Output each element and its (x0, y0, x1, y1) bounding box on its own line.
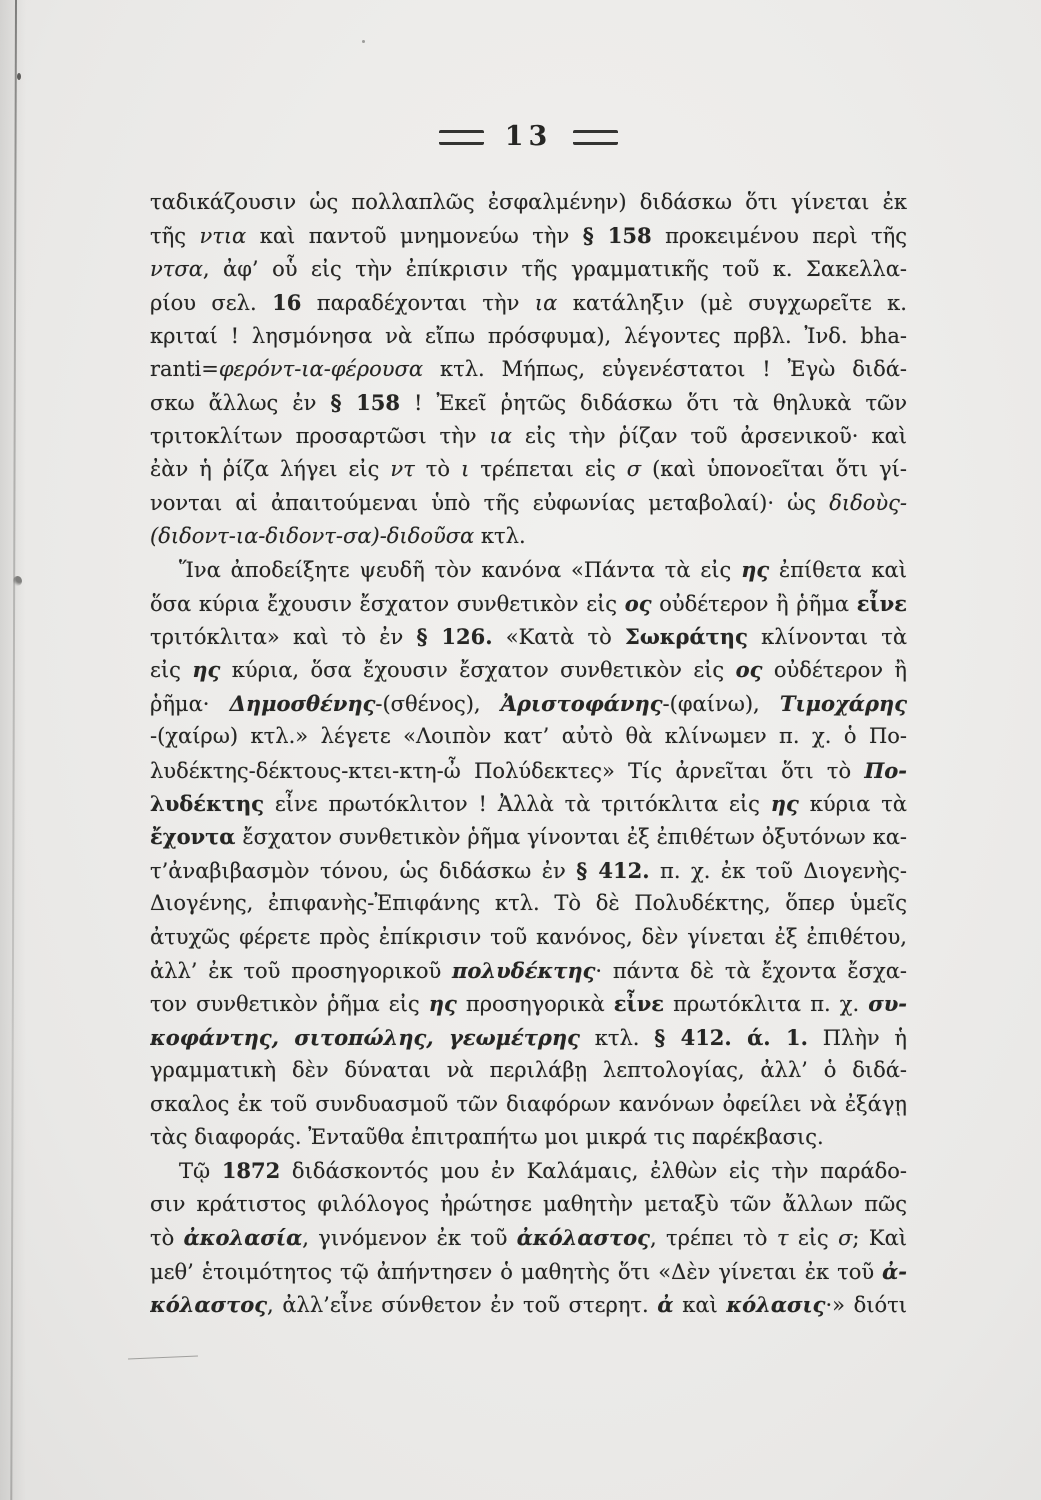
text-line (150, 219, 907, 252)
text-segment: κόλαστος (150, 1291, 268, 1317)
text-segment: εἶνε (613, 991, 665, 1017)
text-segment: π. χ. ἐκ τοῦ Διογενὴς- (649, 858, 907, 883)
text-segment: ἀ- (882, 1258, 907, 1284)
text-line (150, 787, 907, 820)
text-segment: εἶνε (856, 590, 907, 616)
text-segment: -(σθένος), (375, 691, 501, 716)
text-line (150, 286, 907, 319)
text-segment: σ (838, 1226, 853, 1251)
text-segment: ντ (390, 457, 415, 482)
paper-scratch (128, 1355, 198, 1359)
text-segment: τὸ (414, 457, 462, 482)
ink-speck (13, 576, 22, 586)
page-number: 13 (504, 121, 553, 152)
text-segment: τῆς (150, 224, 200, 249)
text-segment: σκω ἄλλως ἐν (150, 391, 331, 416)
text-line (150, 887, 907, 920)
text-line (150, 320, 907, 353)
text-segment: § 412. (576, 857, 650, 883)
text-segment: τριτόκλιτα» καὶ τὸ ἐν (150, 625, 417, 650)
text-segment: «Κατὰ τὸ (492, 625, 625, 650)
text-segment: τὸ (150, 1226, 184, 1251)
text-segment: πολυδέκτης (452, 957, 596, 983)
text-line (150, 687, 907, 720)
text-segment: ! Ἐκεῖ ῥητῶς διδάσκω ὅτι τὰ θηλυκὰ τῶν (399, 391, 907, 416)
text-segment: σκαλος ἐκ τοῦ συνδυασμοῦ τῶν διαφόρων κανόνων ὀφείλει νὰ ἐξάγῃ (150, 1091, 907, 1116)
text-segment: προκειμένου περὶ τῆς (651, 224, 907, 249)
text-line (150, 1088, 907, 1121)
text-segment: Πλὴν ἡ (807, 1025, 907, 1050)
text-segment: § 158 (582, 223, 652, 249)
text-line (150, 653, 907, 686)
text-segment: τ’ἀναβιβασμὸν τόνου, ὡς διδάσκω ἐν (150, 858, 577, 883)
text-segment: , ἀφ’ οὗ εἰς τὴν ἐπίκρισιν τῆς γραμματικῆς τοῦ κ. Σακελλα- (202, 256, 907, 281)
text-segment: κριταί ! λησμόνησα νὰ εἴπω πρόσφυμα), λέγοντες πρβλ. Ἰνδ. bha- (150, 323, 907, 348)
text-segment: Τιμοχάρης (779, 690, 907, 716)
text-segment: (διδοντ-ια-διδοντ-σα)-διδοῦσα (150, 523, 475, 548)
text-line (150, 1054, 907, 1087)
page-header (150, 121, 907, 152)
text-segment: κόλασις (726, 1291, 826, 1317)
text-segment: Τῷ (179, 1159, 222, 1184)
text-segment: ταδικάζουσιν ὡς πολλαπλῶς ἐσφαλμένην) διδάσκω ὅτι γίνεται ἐκ (150, 190, 907, 214)
text-line (150, 253, 907, 286)
text-segment: Πο- (864, 757, 907, 783)
text-segment: , ἀλλ’εἶνε σύνθετον ἐν τοῦ στερητ. (267, 1292, 658, 1317)
text-segment: κλίνονται τὰ (747, 625, 907, 650)
text-segment: ος (735, 657, 763, 683)
text-segment: ὅσα κύρια ἔχουσιν ἔσχατον συνθετικὸν εἰς (150, 591, 625, 616)
text-segment: κύρια, ὅσα ἔχουσιν ἔσχατον συνθετικὸν εἰς (220, 658, 736, 683)
double-rule-right (573, 130, 618, 145)
text-segment: -(χαίρω) κτλ.» λέγετε «Λοιπὸν κατ’ αὐτὸ θὰ κλίνωμεν π. χ. ὁ Πο- (150, 724, 907, 749)
text-segment: ·» διότι (825, 1292, 907, 1317)
text-segment: νονται αἱ ἀπαιτούμεναι ὑπὸ τῆς εὐφωνίας μεταβολαί)· ὡς (150, 490, 830, 515)
text-segment: ῥῆμα· (150, 691, 230, 716)
text-line (150, 553, 907, 586)
text-segment: ης (741, 557, 770, 583)
text-segment: τ (776, 1226, 789, 1251)
text-line (150, 754, 907, 787)
double-rule-left (439, 130, 484, 145)
text-segment: ἀλλ’ ἐκ τοῦ προσηγορικοῦ (150, 958, 453, 983)
text-segment: εἰς (150, 658, 193, 683)
text-line (150, 1288, 907, 1321)
text-segment: ranti= (150, 356, 219, 381)
text-segment: τριτοκλίτων προσαρτῶσι τὴν (150, 423, 490, 448)
text-segment: § 158 (330, 390, 400, 416)
text-segment: μεθ’ ἑτοιμότητος τῷ ἀπήντησεν ὁ μαθητὴς ὅτι «Δὲν γίνεται ἐκ τοῦ (150, 1259, 883, 1284)
text-segment: λυδέκτης-δέκτους-κτει-κτη-ὦ Πολύδεκτες» Τίς ἀρνεῖται ὅτι τὸ (150, 758, 865, 783)
paragraph (150, 1154, 907, 1321)
text-segment: ἔχοντα (150, 824, 236, 850)
text-segment: κτλ. (579, 1025, 655, 1050)
text-line (150, 720, 907, 753)
text-segment: ἐὰν ἡ ῥίζα λήγει εἰς (150, 457, 391, 482)
text-segment: παραδέχονται τὴν (301, 291, 535, 316)
text-segment: ης (428, 991, 457, 1017)
text-segment: ; Καὶ (852, 1226, 907, 1251)
text-segment: τρέπεται εἰς (469, 457, 627, 482)
text-segment: κοφάντης, σιτοπώλης, γεωμέτρης (150, 1024, 580, 1050)
text-segment: κτλ. (474, 523, 526, 548)
text-line (150, 186, 907, 219)
text-line (150, 1188, 907, 1221)
text-segment: συ- (868, 991, 907, 1017)
text-line (150, 1021, 907, 1054)
text-segment: εἶνε πρωτόκλιτον ! Ἀλλὰ τὰ τριτόκλιτα εἰς (264, 792, 771, 817)
text-segment: διδάσκοντός μου ἐν Καλάμαις, ἐλθὼν εἰς τὴν παράδο- (280, 1159, 907, 1184)
text-segment: πρωτόκλιτα π. χ. (664, 992, 869, 1017)
text-segment: κτλ. Μήπως, εὐγενέστατοι ! Ἐγὼ διδά- (423, 356, 907, 381)
text-line (150, 1154, 907, 1187)
text-segment: προσηγορικὰ (456, 992, 614, 1017)
text-segment: ἀτυχῶς φέρετε πρὸς ἐπίκρισιν τοῦ κανόνος, δὲν γίνεται ἐξ ἐπιθέτου, (150, 924, 907, 949)
text-segment: εἰς (788, 1226, 839, 1251)
text-segment: διδοὺς- (829, 490, 907, 515)
text-segment: (καὶ ὑπονοεῖται ὅτι γί- (641, 457, 907, 482)
text-segment: καὶ (673, 1292, 727, 1317)
text-line (150, 1255, 907, 1288)
text-segment: ια (534, 291, 558, 316)
text-line (150, 487, 907, 520)
text-line (150, 854, 907, 887)
text-line (150, 520, 907, 553)
ink-speck (362, 40, 365, 43)
text-line (150, 620, 907, 653)
text-line (150, 353, 907, 386)
text-segment: -(φαίνω), (662, 691, 780, 716)
text-segment: · πάντα δὲ τὰ ἔχοντα ἔσχα- (595, 958, 907, 983)
text-line (150, 1221, 907, 1254)
text-segment: Ἀριστοφάνης (500, 690, 663, 716)
text-segment: γραμματικὴ δὲν δύναται νὰ περιλάβῃ λεπτολογίας, ἀλλ’ ὁ διδά- (150, 1058, 907, 1083)
text-segment: Σωκράτης (624, 624, 748, 650)
paragraph (150, 553, 907, 1154)
text-segment: κύρια τὰ (798, 792, 907, 817)
paragraph (150, 186, 907, 553)
text-segment: φερόντ-ια-φέρουσα (218, 356, 424, 381)
text-segment: ρίου σελ. (150, 291, 273, 316)
text-line (150, 820, 907, 853)
text-segment: , τρέπει τὸ (649, 1226, 777, 1251)
text-line (150, 1121, 907, 1154)
text-segment: § 412. ά. 1. (654, 1024, 808, 1050)
text-segment: οὐδέτερον ἢ ῥῆμα (651, 591, 857, 616)
text-segment: καὶ παντοῦ μνημονεύω τὴν (246, 224, 583, 249)
text-segment: ντια (199, 224, 247, 249)
text-segment: ος (624, 590, 652, 616)
text-line (150, 420, 907, 453)
text-segment: κατάληξιν (μὲ συγχωρεῖτε κ. (557, 291, 907, 316)
text-segment: ντσα (150, 256, 203, 281)
text-segment: 16 (272, 290, 302, 316)
text-segment: ἀκολασία (183, 1225, 303, 1251)
text-segment: ἀκόλαστος (516, 1225, 650, 1251)
text-segment: , γινόμενον ἐκ τοῦ (302, 1226, 517, 1251)
text-line (150, 987, 907, 1020)
text-segment: ἔσχατον συνθετικὸν ῥῆμα γίνονται ἐξ ἐπιθέτων ὀξυτόνων κα- (235, 825, 907, 850)
text-line (150, 587, 907, 620)
text-segment: Δημοσθένης (229, 690, 376, 716)
text-segment: ια (489, 423, 512, 448)
text-segment: Διογένης, ἐπιφανὴς-Ἐπιφάνης κτλ. Τὸ δὲ Πολυδέκτης, ὅπερ ὑμεῖς (150, 891, 907, 916)
text-segment: Ἵνα ἀποδείξητε ψευδῆ τὸν κανόνα «Πάντα τὰ εἰς (179, 558, 742, 583)
text-segment: λυδέκτης (150, 791, 264, 817)
text-segment: ης (192, 657, 221, 683)
text-line (150, 386, 907, 419)
text-segment: τὰς διαφοράς. Ἐνταῦθα ἐπιτραπήτω μοι μικρά τις παρέκβασις. (150, 1124, 824, 1149)
text-segment: σιν κράτιστος φιλόλογος ἠρώτησε μαθητὴν μεταξὺ τῶν ἄλλων πῶς (150, 1191, 907, 1216)
text-segment: 1872 (221, 1158, 281, 1184)
text-segment: τον συνθετικὸν ῥῆμα εἰς (150, 992, 429, 1017)
text-line (150, 921, 907, 954)
text-segment: ι (461, 457, 470, 482)
text-line (150, 453, 907, 486)
text-segment: ης (770, 791, 799, 817)
text-segment: οὐδέτερον ἢ (762, 658, 907, 683)
text-block (150, 186, 907, 1321)
text-segment: § 126. (416, 624, 493, 650)
text-line (150, 954, 907, 987)
text-segment: σ (626, 457, 642, 482)
ink-speck (17, 73, 21, 80)
text-segment: ἀ (657, 1291, 674, 1317)
text-segment: ἐπίθετα καὶ (769, 558, 907, 583)
text-segment: εἰς τὴν ῥίζαν τοῦ ἀρσενικοῦ· καὶ (511, 423, 907, 448)
